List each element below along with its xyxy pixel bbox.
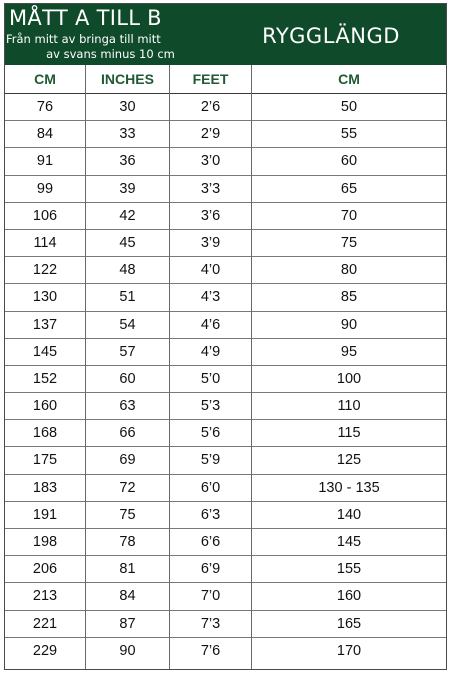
table-row <box>5 420 446 447</box>
cell-back-length-cm: 115 <box>337 425 361 442</box>
cell-cm: 229 <box>32 642 58 659</box>
cell-cm: 168 <box>32 425 58 442</box>
cell-inches: 72 <box>119 479 136 496</box>
cell-feet: 6’6 <box>200 534 221 550</box>
cell-feet: 5’3 <box>200 398 221 415</box>
cell-inches: 84 <box>119 588 136 605</box>
cell-cm: 221 <box>32 615 58 632</box>
cell-back-length-cm: 70 <box>340 207 358 224</box>
cell-back-length-cm: 55 <box>340 126 358 143</box>
table-row <box>5 393 446 420</box>
cell-inches: 78 <box>119 534 136 550</box>
cell-cm: 198 <box>32 534 58 550</box>
cell-feet: 2’9 <box>200 126 221 143</box>
cell-inches: 57 <box>119 343 136 360</box>
cell-inches: 45 <box>119 234 136 251</box>
cell-inches: 48 <box>119 262 136 279</box>
cell-cm: 160 <box>32 398 58 415</box>
table-row <box>5 529 446 556</box>
cell-back-length-cm: 75 <box>340 234 358 251</box>
column-header-inches: INCHES <box>101 71 154 87</box>
cell-inches: 42 <box>119 207 136 224</box>
header-subtitle-line2: av svans minus 10 cm <box>46 47 175 61</box>
cell-back-length-cm: 90 <box>340 316 358 333</box>
cell-cm: 191 <box>32 506 58 523</box>
cell-feet: 7’0 <box>200 588 221 605</box>
table-row <box>5 339 446 366</box>
cell-cm: 84 <box>36 126 54 143</box>
cell-back-length-cm: 125 <box>336 452 362 469</box>
table-row <box>5 312 446 339</box>
cell-back-length-cm: 140 <box>336 506 362 523</box>
table-row <box>5 203 446 230</box>
cell-feet: 4’6 <box>200 316 221 333</box>
table-row <box>5 611 446 638</box>
column-divider <box>169 65 170 669</box>
cell-back-length-cm: 145 <box>336 534 362 550</box>
cell-back-length-cm: 95 <box>340 343 358 360</box>
cell-back-length-cm: 50 <box>340 99 358 115</box>
cell-back-length-cm: 110 <box>337 398 361 415</box>
column-divider <box>85 65 86 669</box>
cell-feet: 4’0 <box>200 262 221 279</box>
cell-back-length-cm: 160 <box>336 588 362 605</box>
cell-cm: 99 <box>36 180 54 197</box>
cell-feet: 6’9 <box>200 561 221 578</box>
table-body <box>5 94 446 665</box>
cell-feet: 6’0 <box>200 479 221 496</box>
cell-cm: 152 <box>32 370 58 387</box>
cell-inches: 63 <box>119 398 136 415</box>
cell-feet: 7’3 <box>200 615 221 632</box>
cell-inches: 69 <box>119 452 136 469</box>
cell-cm: 213 <box>32 588 58 605</box>
cell-inches: 75 <box>119 506 136 523</box>
cell-back-length-cm: 80 <box>340 262 358 279</box>
cell-cm: 106 <box>32 207 58 224</box>
cell-inches: 54 <box>119 316 136 333</box>
cell-feet: 2’6 <box>200 99 221 115</box>
column-header-feet: FEET <box>192 71 229 87</box>
table-row <box>5 502 446 529</box>
cell-feet: 6’3 <box>200 506 221 523</box>
header-subtitle-line1: Från mitt av bringa till mitt <box>6 32 161 46</box>
table-row <box>5 366 446 393</box>
cell-inches: 51 <box>119 289 136 306</box>
cell-feet: 4’3 <box>200 289 221 306</box>
cell-inches: 90 <box>119 642 136 659</box>
column-header-row <box>5 65 446 94</box>
table-row <box>5 475 446 502</box>
cell-inches: 60 <box>119 370 136 387</box>
cell-back-length-cm: 130 - 135 <box>318 479 380 496</box>
cell-cm: 130 <box>32 289 58 306</box>
table-row <box>5 556 446 583</box>
cell-cm: 114 <box>33 234 57 251</box>
cell-back-length-cm: 155 <box>336 561 362 578</box>
table-row <box>5 638 446 665</box>
cell-feet: 5’6 <box>200 425 221 442</box>
cell-cm: 122 <box>32 262 58 279</box>
header-right-title: RYGGLÄNGD <box>262 24 400 48</box>
cell-inches: 36 <box>119 153 136 170</box>
cell-back-length-cm: 65 <box>340 180 358 197</box>
table-row <box>5 447 446 474</box>
table-row <box>5 284 446 311</box>
column-header-back-length-cm: CM <box>338 71 360 87</box>
column-header-cm: CM <box>34 71 56 87</box>
cell-cm: 145 <box>32 343 58 360</box>
header-title: MÅTT A TILL B <box>9 6 162 30</box>
cell-feet: 5’0 <box>200 370 221 387</box>
cell-cm: 183 <box>32 479 58 496</box>
cell-feet: 4’9 <box>200 343 221 360</box>
table-row <box>5 230 446 257</box>
cell-back-length-cm: 100 <box>336 370 362 387</box>
cell-inches: 30 <box>119 99 136 115</box>
cell-inches: 87 <box>119 615 136 632</box>
table-row <box>5 121 446 148</box>
table-row <box>5 257 446 284</box>
table-row <box>5 94 446 121</box>
cell-feet: 3’0 <box>200 153 221 170</box>
cell-cm: 76 <box>36 99 54 115</box>
cell-cm: 206 <box>32 561 58 578</box>
table-row <box>5 148 446 175</box>
cell-feet: 3’3 <box>200 180 221 197</box>
table-row <box>5 583 446 610</box>
cell-cm: 175 <box>32 452 58 469</box>
cell-back-length-cm: 85 <box>340 289 358 306</box>
cell-inches: 81 <box>119 561 136 578</box>
chart-header <box>5 4 446 65</box>
cell-cm: 137 <box>32 316 58 333</box>
table-row <box>5 176 446 203</box>
cell-back-length-cm: 165 <box>336 615 362 632</box>
cell-inches: 33 <box>119 126 136 143</box>
cell-feet: 5’9 <box>200 452 221 469</box>
size-chart <box>4 3 447 670</box>
cell-inches: 66 <box>119 425 136 442</box>
cell-feet: 7’6 <box>200 642 221 659</box>
cell-cm: 91 <box>36 153 54 170</box>
cell-back-length-cm: 60 <box>340 153 358 170</box>
cell-feet: 3’6 <box>200 207 221 224</box>
column-divider <box>251 65 252 669</box>
cell-inches: 39 <box>119 180 136 197</box>
cell-back-length-cm: 170 <box>336 642 362 659</box>
cell-feet: 3’9 <box>200 234 221 251</box>
